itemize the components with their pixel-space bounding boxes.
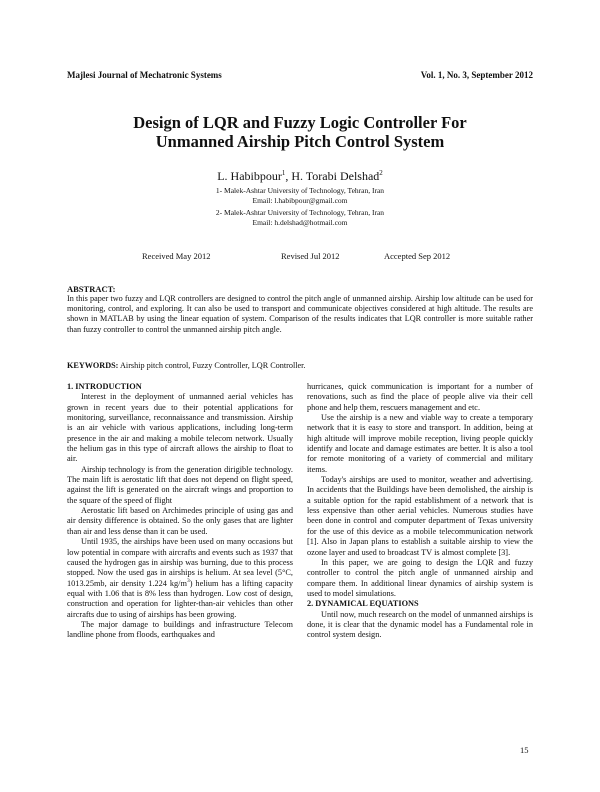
paragraph: Aerostatic lift based on Archimedes principle of using gas and air density difference is obtained. So the only gases that are lighter than air and less dense than it can be used. [67,506,293,536]
superscript-exponent: 3 [186,577,190,584]
running-header [67,70,533,80]
right-column [307,382,533,641]
received-date: Received May 2012 [142,251,211,261]
abstract-text: In this paper two fuzzy and LQR controllers are designed to control the pitch angle of unmanned airship. Airship low altitude can be used for monitoring, control, and exploring. It can also be used to transport and communicate objectives considered at high altitude. The results are shown in MATLAB by using the linear equation of system. Comparison of the results indicates that LQR controller is more suitable rather than fuzzy controller to control the unmanned airship pitch angle. [67,294,533,334]
affiliation-2-org: 2- Malek-Ashtar University of Technology, Tehran, Iran [215,208,385,217]
section-heading-dynamical-equations: 2. DYNAMICAL EQUATIONS [307,599,419,609]
paragraph: In this paper, we are going to design the LQR and fuzzy controller to control the pitch angle of unmanned airship and compare them. In additional linear dynamics of airship system is used to model simulations. [307,557,533,598]
keywords [67,361,533,370]
page-number: 15 [520,745,529,755]
accepted-date: Accepted Sep 2012 [384,251,451,261]
paragraph: Interest in the deployment of unmanned aerial vehicles has grown in recent years due to their potential applications for monitoring, surveillance, reconnaissance and transmission. Airship is an air vehicle with various applications, including long-term presence in the air and making a mobile telecom network. Usually the helium gas in this type of aircraft allows the airship to float to air. [67,392,293,464]
title-line-2: Unmanned Airship Pitch Control System [155,132,445,151]
author-list [0,169,600,184]
volume-info: Vol. 1, No. 3, September 2012 [420,70,533,80]
affiliation-1 [0,186,600,206]
author-separator: , [285,169,292,183]
section-heading-introduction: 1. INTRODUCTION [67,382,142,391]
title-line-1: Design of LQR and Fuzzy Logic Controller For [133,113,467,132]
author-2-affiliation-mark: 2 [379,169,383,177]
affiliation-2-email: Email: h.delshad@hotmail.com [252,218,348,227]
paragraph: The major damage to buildings and infrastructure Telecom landline phone from floods, earthquakes and [67,619,293,640]
affiliation-2 [0,208,600,228]
left-column [67,382,293,641]
author-2: H. Torabi Delshad [291,169,380,183]
paragraph: Airship technology is from the generation dirigible technology. The main lift is aerostatic lift that does not depend on flight speed, against the lift is generated on the aircraft wings and proportion to the square of the speed of flight [67,464,293,505]
author-1-affiliation-mark: 1 [281,169,286,177]
affiliation-1-email: Email: l.habibpour@gmail.com [252,196,348,205]
affiliation-1-org: 1- Malek-Ashtar University of Technology, Tehran, Iran [215,186,385,195]
paragraph-text: ) helium has a lifting capacity equal with 1.06 that is 8% less than hydrogen. Low cost of design, construction and operation for lighter-than-air vehicles than other aircrafts due to using of airships has been growing. [67,578,293,619]
revised-date: Revised Jul 2012 [281,251,340,261]
keywords-text: Airship pitch control, Fuzzy Controller, LQR Controller. [118,361,306,370]
abstract-heading: ABSTRACT: [67,284,116,294]
journal-name: Majlesi Journal of Mechatronic Systems [67,70,222,80]
paper-title [0,113,600,151]
paragraph: Today's airships are used to monitor, weather and advertising. In accidents that the Buildings have been demolished, the airship is a suitable option for the rapid establishment of a network that is less expensive than other aerial vehicles. Numerous studies have been done in control and computer department of Texas university for the use of this device as a mobile telecommunication network [1]. Also in Japan plans to establish a suitable airship to view the ozone layer and used to broadcast TV is almost complete [3]. [307,475,533,557]
author-1: L. Habibpour [217,169,282,183]
paragraph [67,537,293,620]
keywords-label: KEYWORDS: [67,361,119,370]
paragraph-text: Until 1935, the airships have been used on many occasions but low potential in compare with aircrafts and events such as 1937 that caused the hydrogen gas in airship was burning, due to this process stopped. Now the used gas in airships is helium. At sea level (5°C, 1013.25mb, air density 1.224 kg/m [67,537,293,588]
paragraph: Until now, much research on the model of unmanned airships is done, it is clear that the dynamic model has a Fundamental role in control system design. [307,609,533,640]
paragraph: hurricanes, quick communication is important for a number of renovations, such as find the place of people alive via their cell phone and help them, rescuers management and etc. [307,382,533,412]
paragraph: Use the airship is a new and viable way to create a temporary network that it is easy to store and transport. In addition, being at high altitude will improve mobile reception, living people quickly identify and locate and damage estimates are better. It is also a tool for remote monitoring of a variety of commercial and military items. [307,413,533,474]
